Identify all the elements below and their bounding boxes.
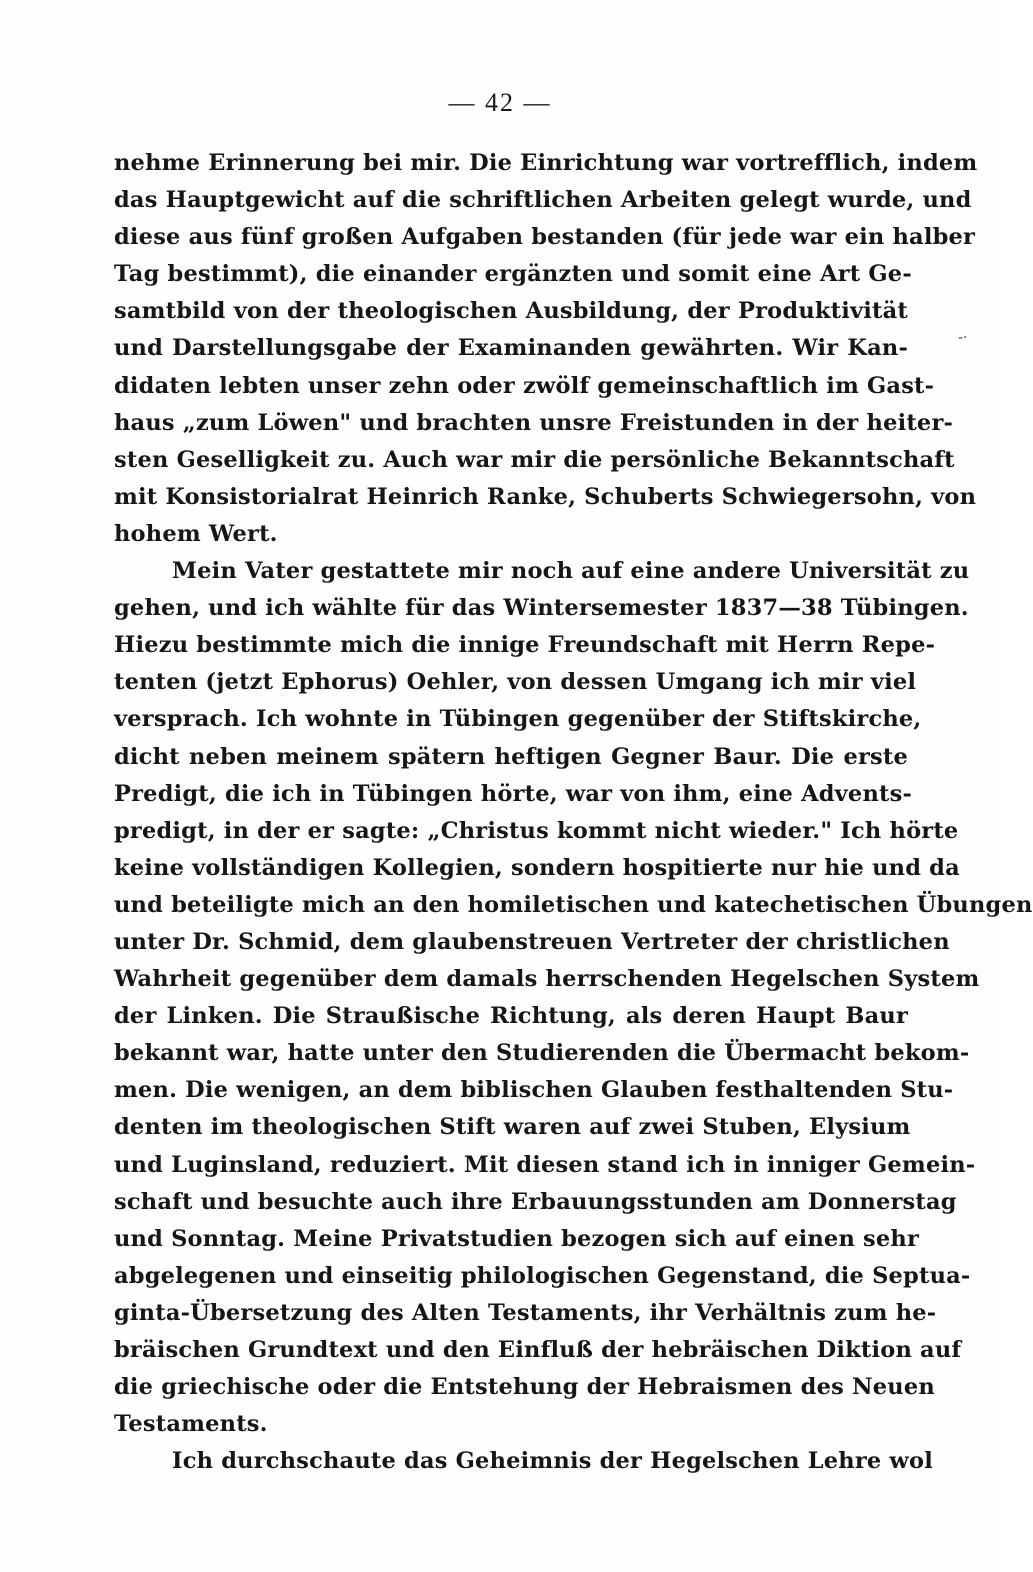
text-line: der Linken. Die Straußische Richtung, als deren Haupt Baur: [114, 1003, 908, 1030]
text-line: keine vollständigen Kollegien, sondern hospitierte nur hie und da: [114, 854, 960, 881]
body-text: [114, 145, 1033, 1480]
text-line: diese aus fünf großen Aufgaben bestanden (für jede war ein halber: [114, 224, 976, 251]
text-line: denten im theologischen Stift waren auf zwei Stuben, Elysium: [114, 1114, 911, 1141]
text-line: men. Die wenigen, an dem biblischen Glauben festhaltenden Stu-: [114, 1077, 954, 1104]
paragraph-start-line: Ich durchschaute das Geheimnis der Hegelschen Lehre wol: [172, 1448, 933, 1475]
text-line: mit Konsistorialrat Heinrich Ranke, Schuberts Schwiegersohn, von: [114, 483, 977, 510]
paragraph-end-line: hohem Wert.: [114, 520, 278, 547]
text-line: und Luginsland, reduziert. Mit diesen stand ich in inniger Gemein-: [114, 1151, 976, 1178]
paragraph-start-line: Mein Vater gestattete mir noch auf eine andere Universität zu: [172, 558, 970, 585]
text-line: die griechische oder die Entstehung der Hebraismen des Neuen: [114, 1374, 935, 1401]
text-line: bekannt war, hatte unter den Studierenden die Übermacht bekom-: [114, 1040, 970, 1067]
text-line: das Hauptgewicht auf die schriftlichen Arbeiten gelegt wurde, und: [114, 187, 972, 214]
text-line: predigt, in der er sagte: „Christus kommt nicht wieder." Ich hörte: [114, 817, 959, 844]
text-line: ginta-Übersetzung des Alten Testaments, ihr Verhältnis zum he-: [114, 1299, 937, 1326]
margin-mark: -·: [958, 330, 968, 346]
text-line: abgelegenen und einseitig philologischen Gegenstand, die Septua-: [114, 1262, 971, 1289]
text-line: gehen, und ich wählte für das Wintersemester 1837—38 Tübingen.: [114, 595, 969, 622]
text-line: schaft und besuchte auch ihre Erbauungsstunden am Donnerstag: [114, 1188, 957, 1215]
text-line: versprach. Ich wohnte in Tübingen gegenüber der Stiftskirche,: [114, 706, 922, 733]
text-line: und Darstellungsgabe der Examinanden gewährten. Wir Kan-: [114, 335, 908, 362]
text-line: samtbild von der theologischen Ausbildung, der Produktivität: [114, 298, 908, 325]
text-line: unter Dr. Schmid, dem glaubenstreuen Vertreter der christlichen: [114, 928, 950, 955]
text-line: Hiezu bestimmte mich die innige Freundschaft mit Herrn Repe-: [114, 632, 936, 659]
text-line: didaten lebten unser zehn oder zwölf gemeinschaftlich im Gast-: [114, 372, 935, 399]
page-number: — 42 —: [448, 88, 552, 117]
text-line: bräischen Grundtext und den Einfluß der hebräischen Diktion auf: [114, 1337, 962, 1363]
text-line: nehme Erinnerung bei mir. Die Einrichtung war vortrefflich, indem: [114, 150, 978, 176]
text-line: Tag bestimmt), die einander ergänzten und somit eine Art Ge-: [114, 261, 912, 288]
text-line: und beteiligte mich an den homiletischen und katechetischen Übungen: [114, 891, 1033, 918]
text-line: sten Geselligkeit zu. Auch war mir die persönliche Bekanntschaft: [114, 446, 955, 473]
text-line: haus „zum Löwen" und brachten unsre Freistunden in der heiter-: [114, 409, 954, 436]
text-line: dicht neben meinem spätern heftigen Gegner Baur. Die erste: [114, 743, 908, 770]
text-line: und Sonntag. Meine Privatstudien bezogen sich auf einen sehr: [114, 1225, 920, 1252]
text-line: tenten (jetzt Ephorus) Oehler, von dessen Umgang ich mir viel: [114, 669, 917, 696]
paragraph-end-line: Testaments.: [114, 1411, 268, 1438]
text-line: Predigt, die ich in Tübingen hörte, war von ihm, eine Advents-: [114, 780, 912, 807]
text-line: Wahrheit gegenüber dem damals herrschenden Hegelschen System: [114, 966, 980, 993]
